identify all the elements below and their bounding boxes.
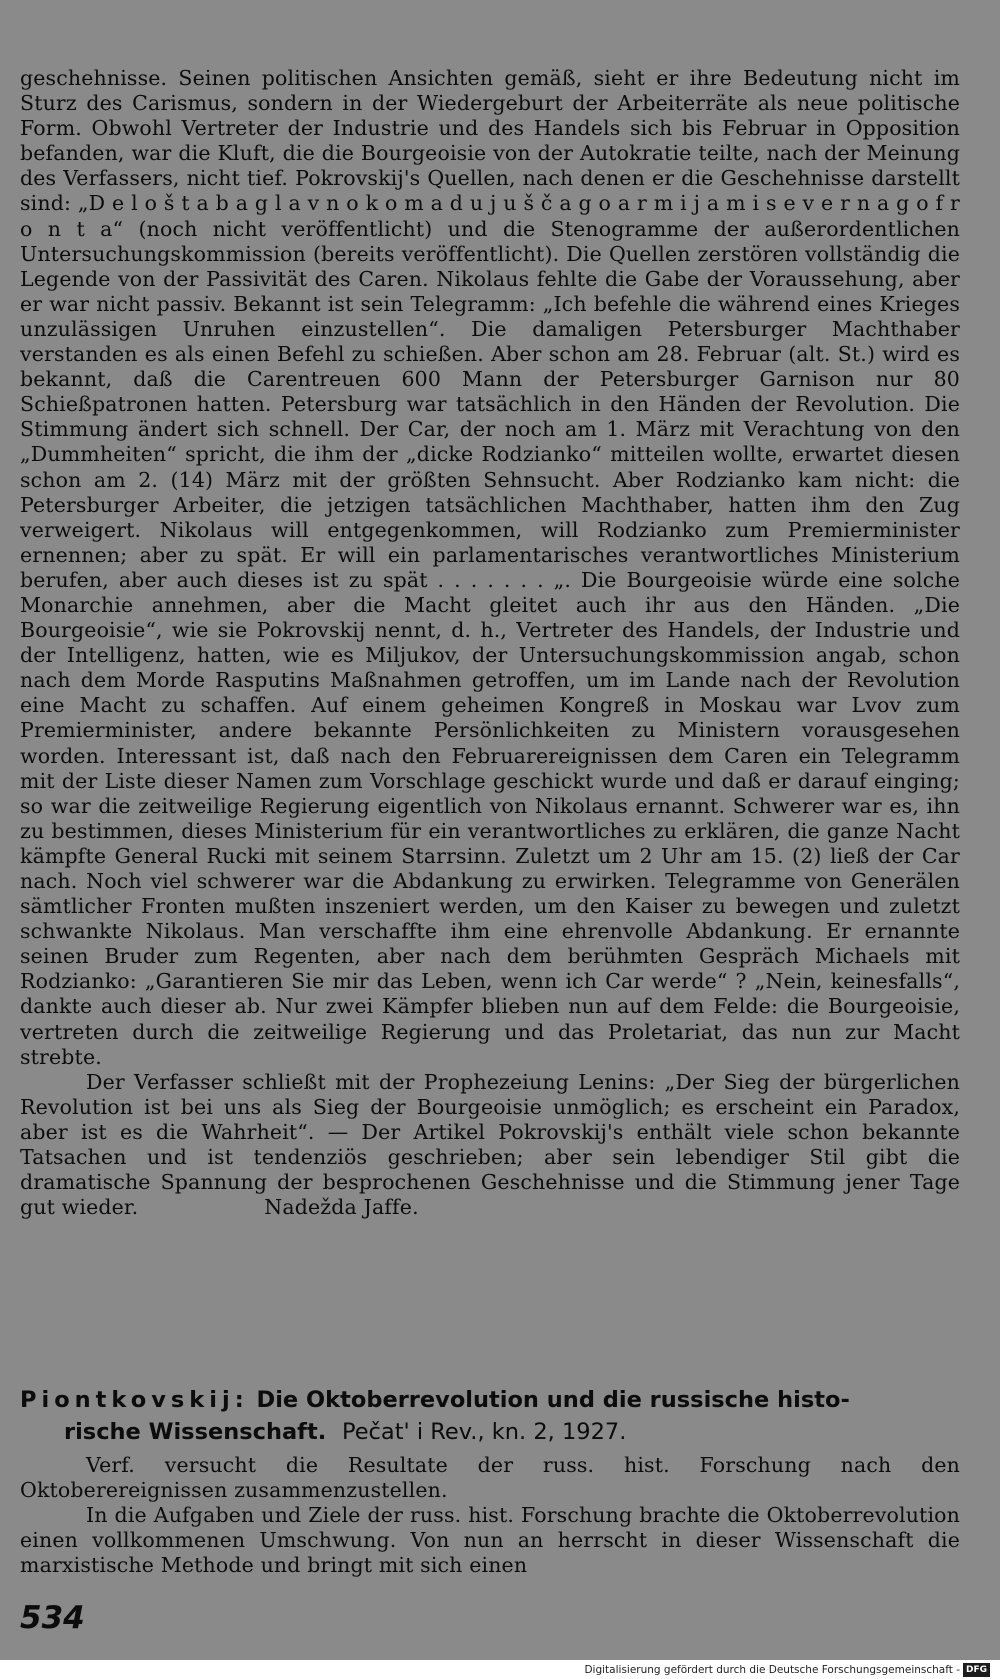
review-paragraph: Verf. versucht die Resultate der russ. hist. Forschung nach den Oktoberereignissen zusammenzustellen.: [20, 1453, 960, 1503]
article-paragraph-text: Der Verfasser schließt mit der Prophezeiung Lenins: „Der Sieg der bürgerlichen Revolution ist bei uns als Sieg der Bourgeoisie unmöglich; es erscheint ein Paradox, aber ist es die Wahrheit“. — Der Artikel Pokrovskij's enthält viele schon bekannte Tatsachen und ist tendenziös geschrieben; aber sein lebendiger Stil gibt die dramatische Spannung der besprochenen Geschehnisse und die Stimmung jener Tage gut wieder.: [20, 1069, 960, 1220]
review-author: Piontkovskij:: [20, 1387, 249, 1413]
review-title-line2: rische Wissenschaft.: [64, 1419, 327, 1445]
digitization-footer: [584, 1661, 990, 1679]
article-body: [20, 66, 960, 1220]
review-citation: Pečat' i Rev., kn. 2, 1927.: [341, 1419, 627, 1445]
review-title-line2-wrap: [20, 1416, 960, 1448]
review-title-line1: Die Oktoberrevolution und die russische histo-: [256, 1387, 850, 1413]
review-body: [20, 1453, 960, 1578]
author-signature: Nadežda Jaffe.: [264, 1195, 419, 1220]
dfg-logo-icon: DFG: [963, 1663, 990, 1677]
article-paragraph-conclusion: [20, 1070, 960, 1221]
article-paragraph: geschehnisse. Seinen politischen Ansichten gemäß, sieht er ihre Bedeutung nicht im Sturz des Carismus, sondern in der Wiedergeburt der Arbeiterräte als neue politische Form. Obwohl Vertreter der Industrie und des Handels sich bis Februar in Opposition befanden, war die Kluft, die die Bourgeoisie von der Autokratie teilte, nach der Meinung des Verfassers, nicht tief. Pokrovskij's Quellen, nach denen er die Geschehnisse darstellt sind: „D e l o š t a b a g l a v n o k o m a d u j u š č a g o a r m i j a m i s e v e r n a g o f r o n t a“ (noch nicht veröffentlicht) und die Stenogramme der außerordentlichen Untersuchungskommission (bereits veröffentlicht). Die Quellen zerstören vollständig die Legende von der Passivität des Caren. Nikolaus fehlte die Gabe der Voraussehung, aber er war nicht passiv. Bekannt ist sein Telegramm: „Ich befehle die während eines Krieges unzulässigen Unruhen einzustellen“. Die damaligen Petersburger Machthaber verstanden es als einen Befehl zu schießen. Aber schon am 28. Februar (alt. St.) wird es bekannt, daß die Carentreuen 600 Mann der Petersburger Garnison nur 80 Schießpatronen hatten. Petersburg war tatsächlich in den Händen der Revolution. Die Stimmung ändert sich schnell. Der Car, der noch am 1. März mit Verachtung von den „Dummheiten“ spricht, die ihm der „dicke Rodzianko“ mitteilen wollte, erwartet diesen schon am 2. (14) März mit der größten Sehnsucht. Aber Rodzianko kam nicht: die Petersburger Arbeiter, die jetzigen tatsächlichen Machthaber, hatten ihm den Zug verweigert. Nikolaus will entgegenkommen, will Rodzianko zum Premierminister ernennen; aber zu spät. Er will ein parlamentarisches verantwortliches Ministerium berufen, aber auch dieses ist zu spät . . . . . . . „. Die Bourgeoisie würde eine solche Monarchie annehmen, aber die Macht gleitet auch ihr aus den Händen. „Die Bourgeoisie“, wie sie Pokrovskij nennt, d. h., Vertreter des Handels, der Industrie und der Intelligenz, hatten, wie es Miljukov, der Untersuchungskommission angab, schon nach dem Morde Rasputins Maßnahmen getroffen, um im Lande nach der Revolution eine Macht zu schaffen. Auf einem geheimen Kongreß in Moskau war Lvov zum Premierminister, andere bekannte Persönlichkeiten zu Ministern vorausgesehen worden. Interessant ist, daß nach den Februarereignissen dem Caren ein Telegramm mit der Liste dieser Namen zum Vorschlage geschickt wurde und daß er darauf einging; so war die zeitweilige Regierung eigentlich von Nikolaus ernannt. Schwerer war es, ihn zu bestimmen, dieses Ministerium für ein verantwortliches zu erklären, die ganze Nacht kämpfte General Rucki mit seinem Starrsinn. Zuletzt um 2 Uhr am 15. (2) ließ der Car nach. Noch viel schwerer war die Abdankung zu erwirken. Telegramme von Generälen sämtlicher Fronten mußten inszeniert werden, um den Kaiser zu bewegen und zuletzt schwankte Nikolaus. Man verschaffte ihm eine ehrenvolle Abdankung. Er ernannte seinen Bruder zum Regenten, aber nach dem berühmten Gespräch Michaels mit Rodzianko: „Garantieren Sie mir das Leben, wenn ich Car werde“ ? „Nein, keinesfalls“, dankte auch dieser ab. Nur zwei Kämpfer blieben nun auf dem Felde: die Bourgeoisie, vertreten durch die zeitweilige Regierung und das Proletariat, das nun zur Macht strebte.: [20, 66, 960, 1069]
footer-credit: Digitalisierung gefördert durch die Deutsche Forschungsgemeinschaft -: [584, 1664, 960, 1676]
page-number: 534: [20, 1600, 85, 1636]
review-paragraph: In die Aufgaben und Ziele der russ. hist. Forschung brachte die Oktoberrevolution einen vollkommenen Umschwung. Von nun an herrscht in dieser Wissenschaft die marxistische Methode und bringt mit sich einen: [20, 1503, 960, 1578]
review-heading: [20, 1384, 960, 1448]
